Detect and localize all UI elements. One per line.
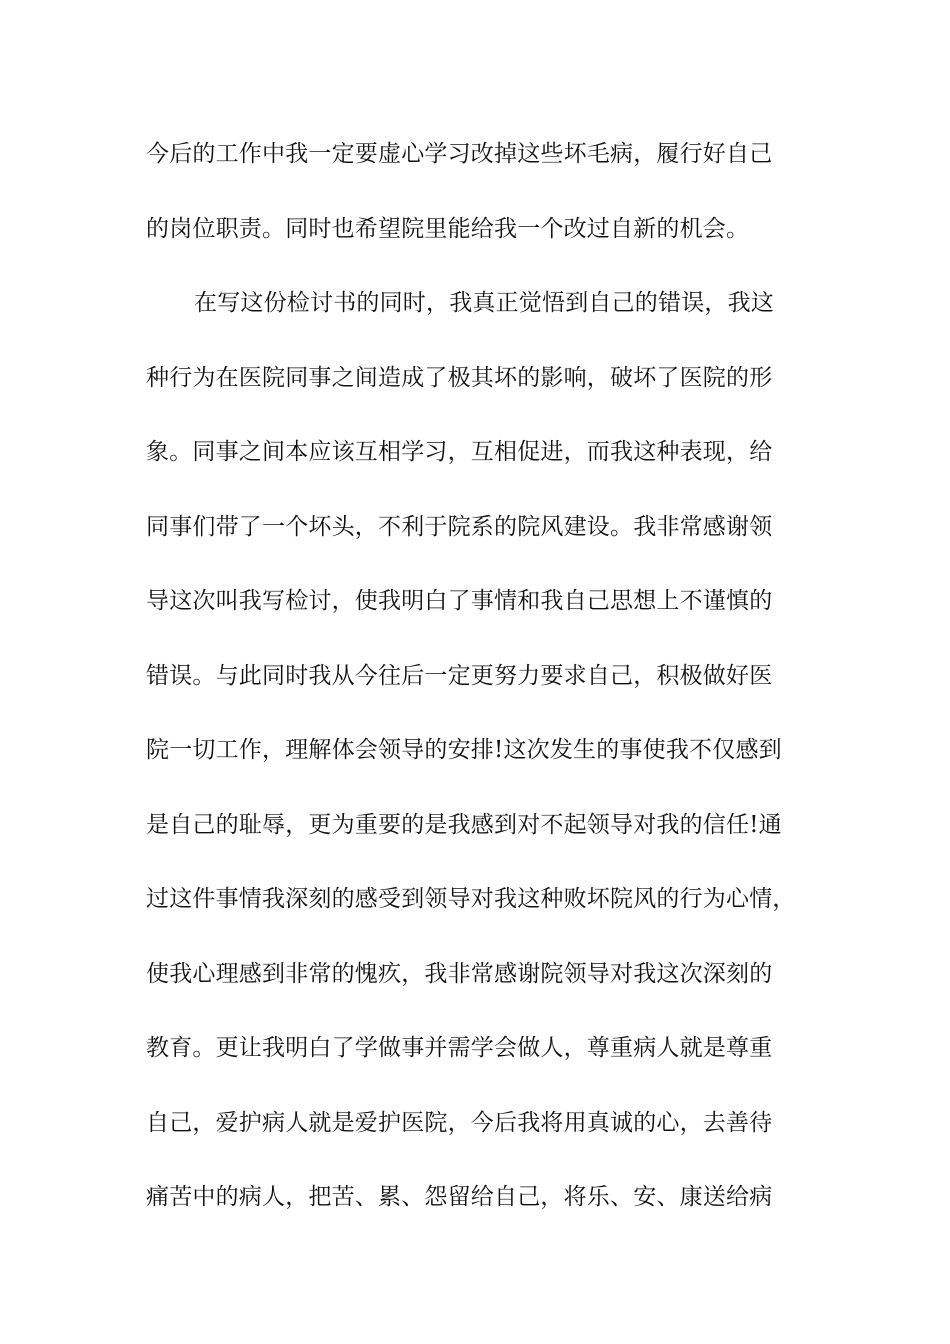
text-line: 是自己的耻辱，更为重要的是我感到对不起领导对我的信任!通 [146,811,782,838]
text-line: 导这次叫我写检讨，使我明白了事情和我自己思想上不谨慎的 [146,588,773,614]
paragraph-first-line: 在写这份检讨书的同时，我真正觉悟到自己的错误，我这 [194,290,774,316]
text-line: 的岗位职责。同时也希望院里能给我一个改过自新的机会。 [146,215,750,242]
text-line: 象。同事之间本应该互相学习，互相促进，而我这种表现，给 [146,439,773,465]
text-line: 使我心理感到非常的愧疚，我非常感谢院领导对我这次深刻的 [146,960,773,987]
text-line: 痛苦中的病人，把苦、累、怨留给自己，将乐、安、康送给病 [146,1184,773,1210]
text-line: 今后的工作中我一定要虚心学习改掉这些坏毛病，履行好自己 [146,141,773,167]
text-line: 种行为在医院同事之间造成了极其坏的影响，破坏了医院的形 [146,364,773,391]
text-line: 院一切工作，理解体会领导的安排!这次发生的事使我不仅感到 [146,737,782,763]
text-line: 教育。更让我明白了学做事并需学会做人，尊重病人就是尊重 [146,1035,773,1061]
text-line: 同事们带了一个坏头，不利于院系的院风建设。我非常感谢领 [146,513,773,540]
text-line: 错误。与此同时我从今往后一定更努力要求自己，积极做好医 [146,662,773,689]
document-body [146,132,826,1250]
text-line: 过这件事情我深刻的感受到领导对我这种败坏院风的行为心情， [146,886,796,912]
text-line: 自己，爱护病人就是爱护医院，今后我将用真诚的心，去善待 [146,1109,773,1136]
